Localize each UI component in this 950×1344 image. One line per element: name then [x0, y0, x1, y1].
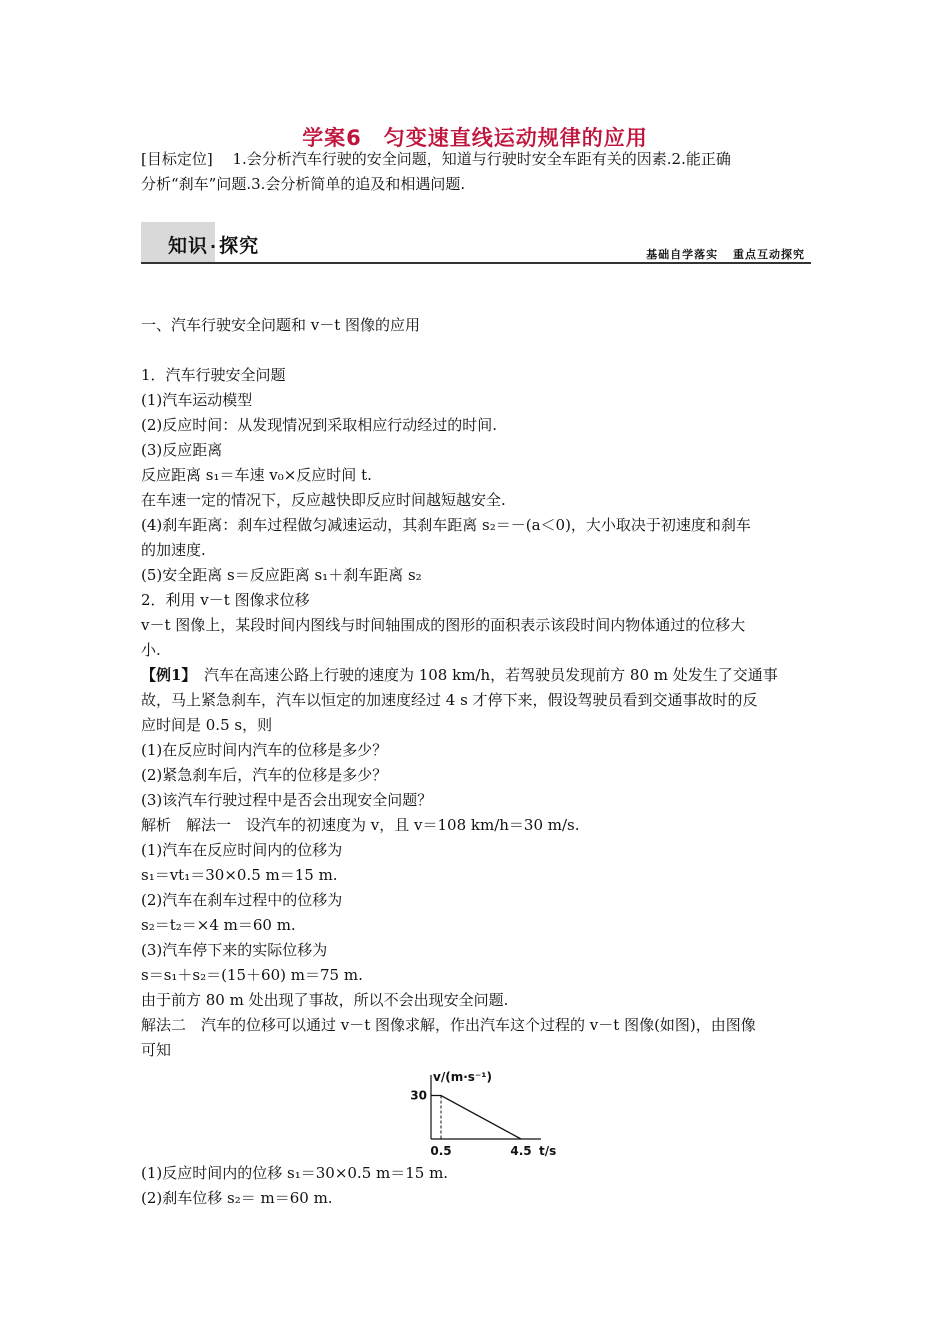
text-line: s₂＝t₂＝×4 m＝60 m.	[141, 916, 296, 934]
item-2-title: 2．利用 v－t 图像求位移	[141, 591, 310, 609]
banner-dot: ·	[210, 237, 218, 256]
x-tick-label: 4.5	[510, 1144, 532, 1158]
banner-title-a: 知识	[168, 235, 209, 257]
y-axis-label: v/(m·s⁻¹)	[433, 1070, 492, 1084]
text-line: s₁＝vt₁＝30×0.5 m＝15 m.	[141, 866, 338, 884]
banner-subtitle: 基础自学落实 重点互动探究	[646, 248, 805, 261]
text-line: 解法二 汽车的位移可以通过 v－t 图像求解，作出汽车这个过程的 v－t 图像(如图)，由图像	[141, 1016, 756, 1034]
text-line: 应时间是 0.5 s，则	[141, 716, 273, 734]
goal-section	[141, 147, 813, 197]
text-line: (1)汽车运动模型	[141, 391, 253, 409]
main-content	[141, 313, 813, 1211]
text-line: 可知	[141, 1041, 172, 1059]
text-line: (3)汽车停下来的实际位移为	[141, 941, 328, 959]
text-line: 由于前方 80 m 处出现了事故，所以不会出现安全问题.	[141, 991, 509, 1009]
text-line: 小.	[141, 641, 161, 659]
text-line: (1)反应时间内的位移 s₁＝30×0.5 m＝15 m.	[141, 1164, 449, 1182]
text-line: v－t 图像上，某段时间内图线与时间轴围成的图形的面积表示该段时间内物体通过的位移大	[141, 616, 746, 634]
banner-title-b: 探究	[219, 235, 260, 257]
section-banner	[141, 222, 811, 264]
velocity-line	[431, 1096, 521, 1140]
text-line: 在车速一定的情况下，反应越快即反应时间越短越安全.	[141, 491, 506, 509]
text-line: (3)该汽车行驶过程中是否会出现安全问题？	[141, 791, 433, 809]
x-tick-label: 0.5	[430, 1144, 452, 1158]
y-tick-label: 30	[410, 1088, 427, 1103]
text-line: 反应距离 s₁＝车速 v₀×反应时间 t.	[141, 466, 372, 484]
goal-line-1: [目标定位] 1.会分析汽车行驶的安全问题，知道与行驶时安全车距有关的因素.2.能正确	[141, 150, 731, 168]
text-line: (2)汽车在刹车过程中的位移为	[141, 891, 343, 909]
goal-line-2: 分析“刹车”问题.3.会分析简单的追及和相遇问题.	[141, 175, 466, 193]
banner-title	[168, 231, 259, 258]
banner-rule	[141, 262, 811, 264]
text-line: (4)刹车距离：刹车过程做匀减速运动，其刹车距离 s₂＝－(a＜0)，大小取决于初速度和刹车	[141, 516, 751, 534]
x-axis-label: t/s	[539, 1144, 557, 1158]
text-line: (5)安全距离 s＝反应距离 s₁＋刹车距离 s₂	[141, 566, 422, 584]
page-title: 学案6 匀变速直线运动规律的应用	[302, 126, 648, 150]
item-1-title: 1．汽车行驶安全问题	[141, 366, 286, 384]
text-line: s＝s₁＋s₂＝(15＋60) m＝75 m.	[141, 966, 363, 984]
section-heading: 一、汽车行驶安全问题和 v－t 图像的应用	[141, 316, 421, 334]
text-line: (2)反应时间：从发现情况到采取相应行动经过的时间.	[141, 416, 498, 434]
text-line: (1)汽车在反应时间内的位移为	[141, 841, 343, 859]
text-line: (2)刹车位移 s₂＝ m＝60 m.	[141, 1189, 333, 1207]
vt-graph	[409, 1069, 559, 1161]
example-tag: 【例1】	[141, 666, 197, 684]
text-line: (1)在反应时间内汽车的位移是多少？	[141, 741, 388, 759]
text-line: (2)紧急刹车后，汽车的位移是多少？	[141, 766, 388, 784]
text-line: 故，马上紧急刹车，汽车以恒定的加速度经过 4 s 才停下来，假设驾驶员看到交通事故时的反	[141, 691, 758, 709]
text-line: (3)反应距离	[141, 441, 223, 459]
text-line: 的加速度.	[141, 541, 206, 559]
example-text: 汽车在高速公路上行驶的速度为 108 km/h，若驾驶员发现前方 80 m 处发生了交通事	[196, 666, 778, 684]
text-line: 解析 解法一 设汽车的初速度为 v，且 v＝108 km/h＝30 m/s.	[141, 816, 580, 834]
example-question-line	[141, 663, 813, 688]
